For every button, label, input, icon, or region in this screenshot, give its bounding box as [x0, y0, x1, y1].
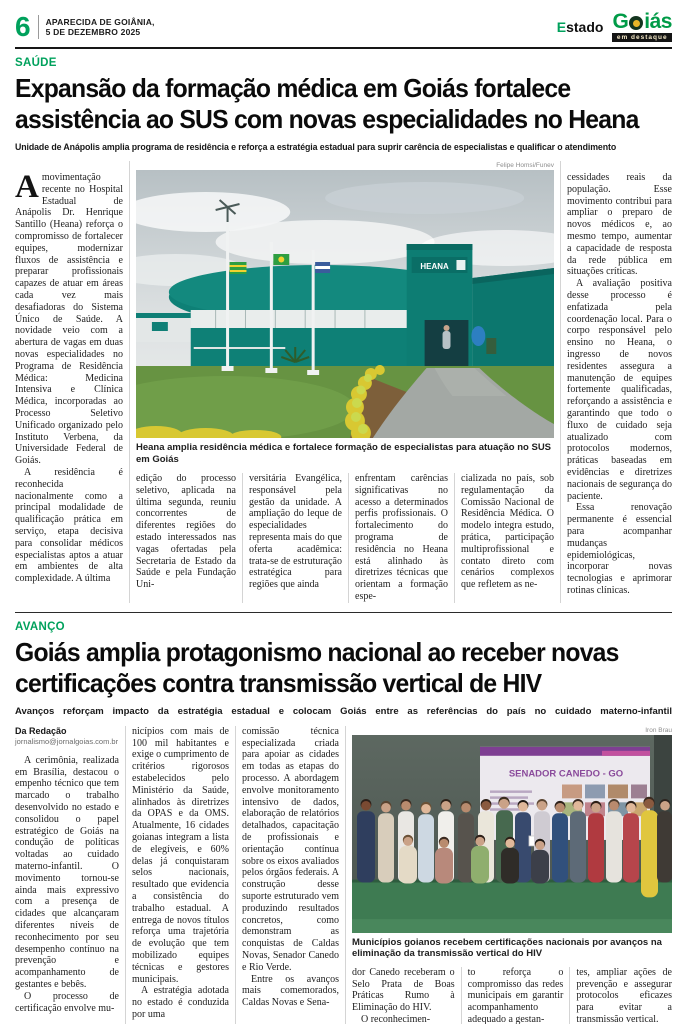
paragraph: Essa renovação permanente é essencial para acompanhar mudanças epidemiológicas, incorporar novas tecnologias e aprimorar rotinas clínicas. [567, 502, 672, 596]
photo-credit: Iron Brau [645, 726, 672, 734]
article1-column-3 [242, 473, 342, 603]
article2-column-6 [569, 967, 672, 1024]
newspaper-logo [612, 12, 672, 42]
article2-headline [15, 637, 672, 699]
article2-column-2 [125, 726, 229, 1024]
article2-column-1 [15, 726, 119, 1024]
dateline-date: 5 DE DEZEMBRO 2025 [45, 27, 141, 37]
paragraph: dor Canedo receberam o Selo Prata de Boas Práticas Rumo à Eliminação do HIV. [352, 966, 455, 1014]
paragraph: enfrentam carências significativas no acesso a determinados perfis profissionais. O fortalecimento do programa de residência no Heana está alinhado às diretrizes técnicas que orientam a formação espe- [355, 473, 448, 602]
dropcap: A [15, 169, 39, 205]
logo-wordmark [612, 12, 672, 32]
section-label-rest: stado [566, 19, 604, 35]
section-label-initial: E [556, 19, 567, 35]
paragraph: versitária Evangélica, responsável pela gestão da unidade. A ampliação do leque de especialidades representa mais do que oferta acadêmica: trata-se de estruturação estratégica para regiões que ainda [249, 473, 342, 591]
article2-column-4 [352, 967, 455, 1024]
byline-email: jornalismo@jornalgoias.com.br [15, 736, 119, 746]
byline: Da Redação [15, 725, 67, 736]
paragraph: cessidades reais da população. Esse movimento contribui para ampliar o preparo de novos médicos e, ao mesmo tempo, aumentar a capacidade de resposta da rede pública em situações críticas. [567, 172, 672, 278]
article-divider [15, 612, 672, 613]
article1-headline-line1: Expansão da formação médica em Goiás fortalece [15, 73, 571, 103]
article2-kicker: AVANÇO [15, 620, 65, 633]
logo-letters-rest: iás [644, 10, 672, 33]
hospital-photo-illustration [136, 170, 554, 438]
section-label [557, 19, 604, 35]
paragraph: A cerimônia, realizada em Brasília, destacou o empenho técnico que tem marcado o trabalho desenvolvido no estado e consolidou o papel estratégico de Goiás na condução de políticas voltadas ao cuidado materno-infantil. O movimento tornou-se ainda mais expressivo com a presença de cidades que alcançaram diferentes níveis de reconhecimento por seu desempenho contínuo na prevenção e acompanhamento de gestantes e bebês. [15, 754, 119, 990]
paragraph: Amovimentação recente no Hospital Estadual de Anápolis Dr. Henrique Santillo (Heana) reforça o compromisso de fortalecer equipes, modernizar fluxos de assistência e preparar profissionais capazes de atuar em áreas cada vez mais desafiadoras do Sistema Único de Saúde. A novidade veio com a abertura de vagas em duas novas especialidades no Programa de Residência Médica: Medicina Intensiva e Clínica Médica, incorporadas ao Processo Seletivo Unificado organizado pelo Instituto Verbena, da Universidade Federal de Goiás. [15, 169, 123, 467]
dateline-city: APARECIDA DE GOIÂNIA, [45, 17, 155, 27]
paragraph: A residência é reconhecida nacionalmente como a principal modalidade de qualificação prática em serviço, etapa decisiva para consolidar médicos especialistas aptos a atuar em ambientes de alta complexidade. A última [15, 466, 123, 585]
article2-headline-line1: Goiás amplia protagonismo nacional ao receber novas [15, 636, 619, 667]
paragraph: O reconhecimen- [361, 1013, 431, 1024]
logo-letter-g: G [612, 10, 629, 33]
article2-column-5 [461, 967, 564, 1024]
paragraph: nicípios com mais de 100 mil habitantes e exige o cumprimento de critérios rigorosos estabelecidos pelo Ministério da Saúde, alinhados às diretrizes da OPAS e da OMS. Atualmente, 16 cidades goianas integram a lista de elegíveis, e 60% delas já conquistaram selos nacionais, resultado que evidencia a consistência do trabalho estadual. A entrega de novos títulos reforça uma trajetória de evolução que tem mobilizado equipes técnicas e gestores municipais. [132, 725, 229, 985]
paragraph: cializada no país, sob regulamentação da Comissão Nacional de Residência Médica. O modelo integra estudo, prática, participação multiprofissional e contato direto com cenários complexos que refletem as ne- [461, 473, 554, 591]
paragraph: Entre os avanços mais comemorados, Caldas Novas e Sena- [242, 973, 339, 1009]
paragraph: comissão técnica especializada criada para apoiar as cidades em todas as etapas do processo. A abordagem envolve monitoramento intensivo de dados, elaboração de relatórios detalhados, capacitação de profissionais e orientação contínua sobre os eixos avaliados pelos órgãos federais. A construção desse suporte estruturado vem produzindo resultados concretos, como demonstram as conquistas de Caldas Novas, Senador Canedo e Rio Verde. [242, 725, 339, 973]
article2-lower-columns [352, 967, 672, 1024]
article1-photo-block [129, 161, 554, 603]
article1-column-6 [560, 161, 672, 603]
hospital-sign-text: HEANA [420, 261, 449, 272]
paragraph: edição do processo seletivo, aplicada na última segunda, reuniu concorrentes de diferentes regiões do estado interessados nas vagas ofertadas pela Secretaria de Estado da Saúde e pela Fundação Uni- [136, 473, 236, 591]
article1-kicker: SAÚDE [15, 57, 57, 69]
paragraph: A avaliação positiva desse processo é enfatizada pela coordenação local. Para o corpo responsável pelo ensino no Heana, o ingresso de novos residentes assegura a manutenção de equipes fortemente qualificadas, reforçando a assistência e garantindo que todo o fluxo de cuidado seja atualizado com protocolos modernos, práticas baseadas em evidências e diretrizes nacionais de segurança do paciente. [567, 278, 672, 502]
article2-column-3 [235, 726, 339, 1024]
paragraph: O processo de certificação envolve mu- [15, 990, 119, 1014]
article2-body [15, 726, 672, 1024]
photo-caption: Heana amplia residência médica e fortalece formação de especialistas para atuação no SUS em Goiás [136, 442, 552, 465]
masthead [15, 12, 672, 49]
group-photo-illustration [352, 735, 672, 933]
paragraph: tes, ampliar ações de prevenção e assegurar protocolos eficazes para evitar a transmissão vertical. [576, 966, 672, 1024]
logo-emblem-icon [629, 16, 643, 30]
article2-photo-block [345, 726, 672, 1024]
article2-headline-line2: certificações contra transmissão vertical de HIV [15, 667, 542, 698]
article1-headline-line2: assistência ao SUS com novas especialidades no Heana [15, 104, 639, 134]
article1-column-1 [15, 161, 123, 603]
article1-column-4 [348, 473, 448, 603]
page-number: 6 [15, 11, 31, 42]
article1-body [15, 161, 672, 603]
article1-headline [15, 73, 672, 135]
photo-credit: Felipe Homsi/Funev [496, 162, 554, 169]
masthead-divider [38, 15, 39, 39]
article1-deck: Unidade de Anápolis amplia programa de residência e reforça a estratégia estadual para suprir carência de especialistas e qualificar o atendimento [15, 142, 617, 152]
screen-title-text: SENADOR CANEDO - GO [508, 768, 624, 780]
photo-caption: Municípios goianos recebem certificações nacionais por avanços na eliminação da transmissão vertical do HIV [352, 936, 662, 960]
article1-lower-columns [136, 473, 554, 603]
article1-column-2 [136, 473, 236, 603]
paragraph: A estratégia adotada no estado é conduzida por uma [132, 985, 229, 1020]
article1-column-5 [454, 473, 554, 603]
dateline [46, 17, 155, 37]
hospital-photo [136, 170, 554, 438]
masthead-left [15, 11, 155, 42]
logo-tagline: em destaque [612, 33, 672, 42]
group-photo [352, 735, 672, 933]
paragraph: to reforça o compromisso das redes municipais em garantir acompanhamento adequado a gestan- [467, 966, 564, 1024]
masthead-right [557, 12, 672, 42]
article2-deck: Avanços reforçam impacto da estratégia estadual e colocam Goiás entre as referências do país no cuidado materno-infantil [15, 705, 672, 717]
